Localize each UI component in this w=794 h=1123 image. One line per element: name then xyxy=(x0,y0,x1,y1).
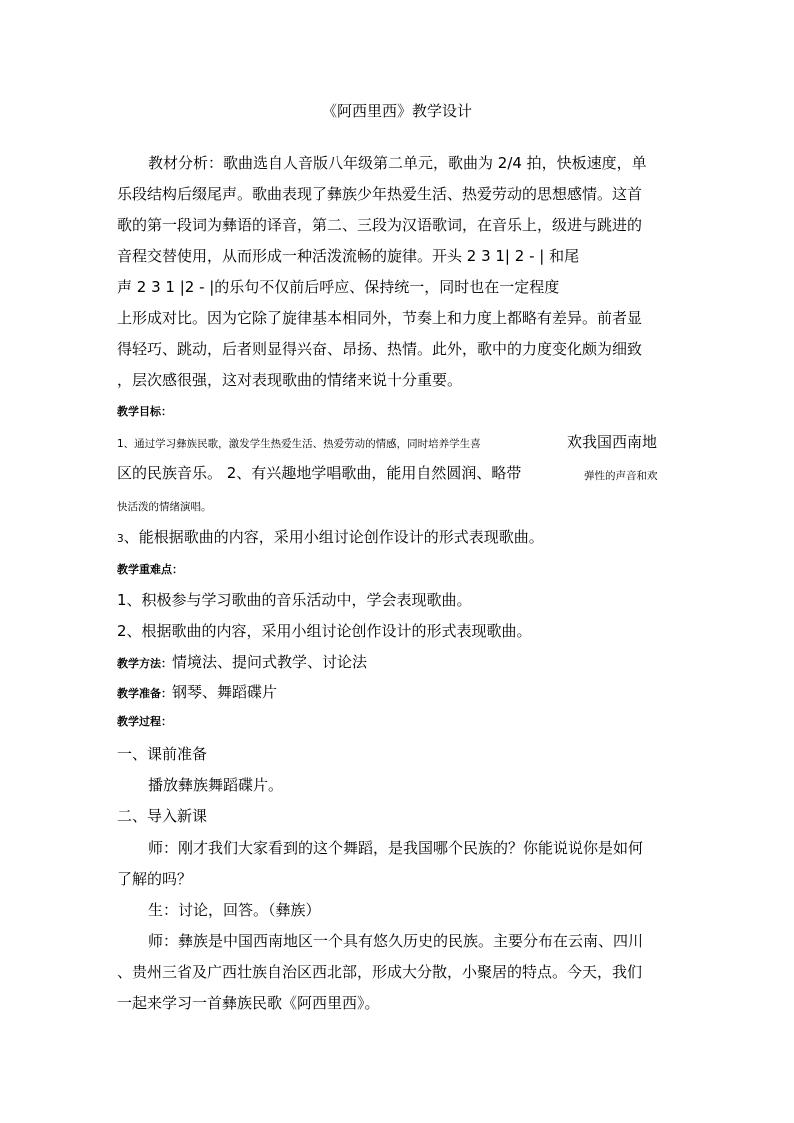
goals-heading: 教学目标： xyxy=(117,405,172,418)
step-2-title: 二、导入新课 xyxy=(117,807,208,825)
teaching-method-label: 教学方法： xyxy=(117,657,172,670)
document-title: 《阿西里西》教学设计 xyxy=(321,102,472,120)
key-points-heading: 教学重难点： xyxy=(117,563,183,576)
teaching-preparation-text: 钢琴、舞蹈碟片 xyxy=(172,683,278,701)
process-heading: 教学过程： xyxy=(117,715,172,728)
teaching-preparation-label: 教学准备： xyxy=(117,687,172,700)
teaching-preparation xyxy=(117,682,277,702)
key-point-1: 1、积极参与学习歌曲的音乐活动中，学会表现歌曲。 xyxy=(117,591,472,609)
key-point-2: 2、根据歌曲的内容，采用小组讨论创作设计的形式表现歌曲。 xyxy=(117,622,532,640)
goal-2-small-text: 弹性的声音和欢 xyxy=(584,470,658,482)
goal-1-large-text: 欢我国西南地 xyxy=(567,433,658,451)
analysis-line-2: 乐段结构后缀尾声。歌曲表现了彝族少年热爱生活、热爱劳动的思想感情。这首 xyxy=(117,185,643,203)
step-1-text: 播放彝族舞蹈碟片。 xyxy=(148,776,284,794)
analysis-line-1: 教材分析：歌曲选自人音版八年级第二单元，歌曲为 2/4 拍，快板速度，单 xyxy=(148,154,647,172)
goal-3 xyxy=(117,527,544,547)
goal-1-continuation: 区的民族音乐。 2、有兴趣地学唱歌曲，能用自然圆润、略带 xyxy=(117,464,522,482)
goal-1-small-text: 1、通过学习彝族民歌，激发学生热爱生活、热爱劳动的情感，同时培养学生喜 xyxy=(117,438,481,450)
step-1-title: 一、课前准备 xyxy=(117,745,208,763)
analysis-line-3: 歌的第一段词为彝语的译音，第二、三段为汉语歌词，在音乐上，级进与跳进的 xyxy=(117,216,643,234)
teacher-question-1: 师：刚才我们大家看到的这个舞蹈，是我国哪个民族的？你能说说你是如何 xyxy=(148,839,644,857)
teaching-method xyxy=(117,652,367,672)
teaching-method-text: 情境法、提问式教学、讨论法 xyxy=(172,653,368,671)
goal-3-text: 、能根据歌曲的内容，采用小组讨论创作设计的形式表现歌曲。 xyxy=(123,528,544,546)
teacher-statement-line-3: 一起来学习一首彝族民歌《阿西里西》。 xyxy=(117,994,380,1012)
goal-2-continuation: 快活泼的情绪演唱。 xyxy=(117,501,212,513)
analysis-line-6: 上形成对比。因为它除了旋律基本相同外，节奏上和力度上都略有差异。前者显 xyxy=(117,309,643,327)
analysis-line-5: 声 2 3 1 |2 - |的乐句不仅前后呼应、保持统一，同时也在一定程度 xyxy=(117,278,560,296)
teacher-statement-line-2: 、贵州三省及广西壮族自治区西北部，形成大分散，小聚居的特点。今天，我们 xyxy=(117,963,643,981)
analysis-line-4: 音程交替使用，从而形成一种活泼流畅的旋律。开头 2 3 1| 2 - | 和尾 xyxy=(117,247,580,265)
student-answer: 生：讨论，回答。（彝族） xyxy=(148,901,321,919)
analysis-line-7: 得轻巧、跳动，后者则显得兴奋、昂扬、热情。此外，歌中的力度变化颇为细致 xyxy=(117,340,643,358)
analysis-line-8: ，层次感很强，这对表现歌曲的情绪来说十分重要。 xyxy=(117,371,463,389)
teacher-statement-line-1: 师：彝族是中国西南地区一个具有悠久历史的民族。主要分布在云南、四川 xyxy=(148,932,644,950)
goal-3-number: 3 xyxy=(117,533,124,545)
teacher-question-1-continuation: 了解的吗？ xyxy=(117,870,193,888)
